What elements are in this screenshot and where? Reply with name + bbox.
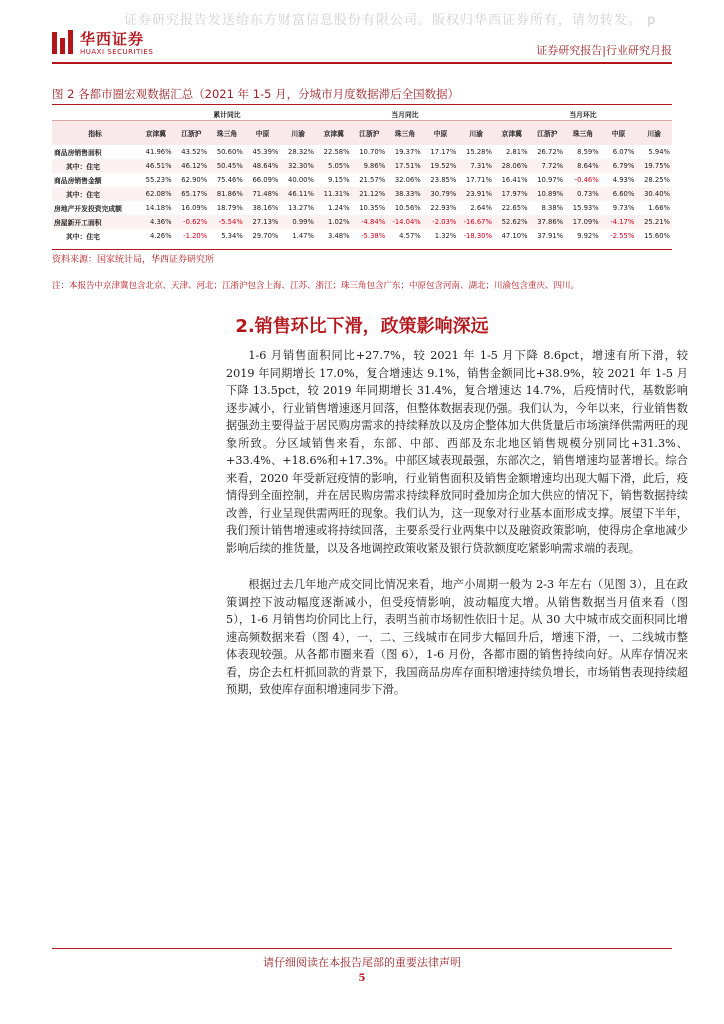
figure-top-rule <box>52 104 672 105</box>
table-row <box>52 215 672 229</box>
indicator-header: 指标 <box>52 121 138 146</box>
col-header: 川渝 <box>280 121 316 146</box>
table-cell: 45.39% <box>252 148 279 156</box>
col-header: 江浙沪 <box>174 121 210 146</box>
table-cell: 17.09% <box>565 215 601 229</box>
table-cell: -14.04% <box>387 215 423 229</box>
col-header: 珠三角 <box>565 121 601 146</box>
table-cell: 5.94% <box>648 148 670 156</box>
row-label: 房地产开发投资完成额 <box>54 205 122 213</box>
table-cell: 4.26% <box>150 232 172 240</box>
table-cell: 52.62% <box>494 215 530 229</box>
table-cell: 23.85% <box>430 176 457 184</box>
figure-source: 资料来源：国家统计局，华西证券研究所 <box>52 255 215 265</box>
table-cell: 0.99% <box>280 215 316 229</box>
table-cell: 22.58% <box>323 148 350 156</box>
table-cell: 23.91% <box>458 187 494 201</box>
table-cell: 17.51% <box>387 159 423 173</box>
page-number: 5 <box>358 973 366 984</box>
table-cell: 19.75% <box>636 159 672 173</box>
table-cell: -18.30% <box>463 232 492 240</box>
table-cell: 7.31% <box>458 159 494 173</box>
table-cell: 37.86% <box>530 215 566 229</box>
table-bottom-rule <box>52 249 672 250</box>
table-cell: 41.96% <box>145 148 172 156</box>
table-cell: 10.70% <box>359 148 386 156</box>
table-cell: 62.90% <box>181 176 208 184</box>
section-title: 2.销售环比下滑，政策影响深远 <box>235 316 489 337</box>
table-cell: 5.34% <box>221 232 243 240</box>
table-cell: 46.12% <box>174 159 210 173</box>
table-cell: 6.07% <box>612 148 635 156</box>
table-cell: 1.47% <box>292 232 314 240</box>
table-cell: 1.24% <box>327 204 350 212</box>
table-cell: 2.81% <box>505 148 528 156</box>
table-cell: 30.79% <box>423 187 459 201</box>
table-cell: 71.48% <box>245 187 281 201</box>
table-cell: 55.23% <box>145 176 172 184</box>
table-cell: 11.31% <box>316 187 352 201</box>
table-cell: 50.45% <box>209 159 245 173</box>
table-cell: 15.93% <box>572 204 599 212</box>
table-cell: 6.79% <box>601 159 637 173</box>
body-paragraph: 根据过去几年地产成交同比情况来看，地产小周期一般为 2-3 年左右（见图 3），且在政策调控下波动幅度逐渐减小，但受疫情影响，波动幅度大增。从销售数据当月值来看（图 5），1-6 月销售均价同比上行，表明当前市场韧性依旧十足。从 30 大中城市成交面积同比增速高频数据来看（图 4），一、二、三线城市在同步大幅回升后，增速下滑，一、二线城市整体表现较强。从各都市圈来看（图 6），1-6 月份，各都市圈的销售持续向好。从库存情况来看，房企去杠杆抓回款的背景下，我国商品房库存面积增速持续负增长，市场销售表现持续超预期，致使库存面积增速同步下滑。 <box>226 578 688 696</box>
table-cell: 17.17% <box>430 148 457 156</box>
table-cell: 22.65% <box>501 204 528 212</box>
table-cell: 4.93% <box>612 176 635 184</box>
table-cell: 21.57% <box>359 176 386 184</box>
group-header-monthly-yoy: 当月同比 <box>316 107 494 121</box>
table-cell: 27.13% <box>245 215 281 229</box>
table-cell: -5.38% <box>361 232 386 240</box>
table-cell: 15.60% <box>644 232 670 240</box>
table-cell: 5.05% <box>316 159 352 173</box>
row-label: 其中：住宅 <box>52 187 138 201</box>
figure-title: 图 2 各都市圈宏观数据汇总（2021 年 1-5 月，分城市月度数据滞后全国数据） <box>52 87 460 101</box>
table-cell: -1.20% <box>183 232 208 240</box>
legal-disclaimer: 请仔细阅读在本报告尾部的重要法律声明 <box>263 956 461 969</box>
table-cell: 48.64% <box>245 159 281 173</box>
table-cell: -2.03% <box>423 215 459 229</box>
col-header: 京津冀 <box>494 121 530 146</box>
col-header: 川渝 <box>458 121 494 146</box>
table-cell: 10.35% <box>359 204 386 212</box>
col-header: 中原 <box>423 121 459 146</box>
metro-data-table <box>52 107 672 243</box>
col-header: 中原 <box>245 121 281 146</box>
table-cell: 25.21% <box>636 215 672 229</box>
table-cell: 29.70% <box>252 232 279 240</box>
table-cell: -2.55% <box>610 232 635 240</box>
table-cell: 10.97% <box>537 176 564 184</box>
col-header: 珠三角 <box>209 121 245 146</box>
table-cell: 17.71% <box>466 176 492 184</box>
table-cell: 9.73% <box>612 204 635 212</box>
region-note: 注：本报告中京津冀包含北京、天津、河北；江浙沪包含上海、江苏、浙江；珠三角包含广东；中原包含河南、湖北；川渝包含重庆、四川。 <box>52 281 580 291</box>
col-header: 中原 <box>601 121 637 146</box>
table-cell: 46.51% <box>138 159 174 173</box>
row-label: 其中：住宅 <box>66 233 100 241</box>
table-cell: 9.92% <box>577 232 599 240</box>
table-cell: 28.32% <box>288 148 314 156</box>
table-cell: 4.57% <box>399 232 421 240</box>
table-cell: 19.37% <box>394 148 421 156</box>
logo-name-en: HUAXI SECURITIES <box>80 47 154 56</box>
table-row <box>52 145 672 159</box>
header-divider <box>52 62 672 64</box>
group-header-monthly-mom: 当月环比 <box>494 107 672 121</box>
table-cell: 22.93% <box>430 204 457 212</box>
table-cell: 0.73% <box>565 187 601 201</box>
table-cell: 7.72% <box>530 159 566 173</box>
row-label: 房屋新开工面积 <box>52 215 138 229</box>
col-header: 川渝 <box>636 121 672 146</box>
col-header: 珠三角 <box>387 121 423 146</box>
table-cell: 38.16% <box>252 204 279 212</box>
table-cell: 6.60% <box>601 187 637 201</box>
table-cell: 1.32% <box>434 232 457 240</box>
indicator-spacer <box>52 107 138 121</box>
table-row <box>52 229 672 243</box>
logo-icon <box>52 30 74 56</box>
table-cell: 17.97% <box>494 187 530 201</box>
table-cell: 8.59% <box>577 148 599 156</box>
table-cell: 8.38% <box>541 204 564 212</box>
table-cell: 26.72% <box>537 148 564 156</box>
row-label: 其中：住宅 <box>52 159 138 173</box>
table-cell: 16.09% <box>181 204 208 212</box>
table-cell: 40.00% <box>288 176 314 184</box>
table-cell: 38.33% <box>387 187 423 201</box>
group-header-row <box>52 107 672 121</box>
table-cell: -0.46% <box>574 176 599 184</box>
table-cell: 28.25% <box>644 176 670 184</box>
table-cell: 1.02% <box>316 215 352 229</box>
table-cell: -16.67% <box>458 215 494 229</box>
table-cell: -4.17% <box>601 215 637 229</box>
watermark: 证券研究报告发送给东方财富信息股份有限公司。版权归华西证券所有，请勿转发。 p <box>124 13 657 28</box>
table-cell: 1.66% <box>648 204 670 212</box>
col-header: 京津冀 <box>316 121 352 146</box>
table-body <box>52 145 672 243</box>
body-paragraph: 1-6 月销售面积同比+27.7%，较 2021 年 1-5 月下降 8.6pct，增速有所下滑，较 2019 年同期增长 17.0%，复合增速达 9.1%，销售金额同比+38.9%，较 2021 年 1-5 月下降 13.5pct，较 2019 年同期增长 31.4%，复合增速达 14.7%，后疫情时代，基数影响逐步减小，行业销售增速逐月回落，但整体数据表现仍强。我们认为，今年以来，行业销售数据强劲主要得益于居民购房需求的持续释放以及房企整体加大供货量后市场演绎供需两旺的现象所致。分区域销售来看，东部、中部、西部及东北地区销售规模分别同比+31.3%、+33.4%、+18.6%和+17.3%。中部区域表现最强，东部次之，销售增速均显著增长。综合来看，2020 年受新冠疫情的影响，行业销售面积及销售金额增速均出现大幅下滑，此后，疫情得到全面控制，并在居民购房需求持续释放同时叠加房企加大供应的情况下，销售数据持续改善，行业呈现供需两旺的现象。我们认为，这一现象对行业基本面形成支撑。展望下半年，我们预计销售增速或将持续回落，主要系受行业两集中以及融资政策影响，使得房企拿地减少影响后续的推货量，以及各地调控政策收紧及银行贷款额度吃紧影响需求端的表现。 <box>226 349 688 555</box>
table-cell: 32.06% <box>394 176 421 184</box>
table-row <box>52 201 672 215</box>
table-cell: 2.64% <box>470 204 492 212</box>
table-cell: 21.12% <box>352 187 388 201</box>
table-row <box>52 159 672 173</box>
table-cell: 75.46% <box>216 176 243 184</box>
table-cell: 46.11% <box>280 187 316 201</box>
row-label: 商品房销售金额 <box>54 177 102 185</box>
footer-divider <box>52 948 672 949</box>
table-cell: 19.52% <box>423 159 459 173</box>
logo-name-cn: 华西证券 <box>80 29 145 48</box>
table-cell: 4.36% <box>138 215 174 229</box>
table-cell: 10.89% <box>530 187 566 201</box>
table-cell: 30.40% <box>636 187 672 201</box>
table-cell: 32.30% <box>280 159 316 173</box>
table-cell: -4.84% <box>352 215 388 229</box>
col-header: 京津冀 <box>138 121 174 146</box>
table-cell: 62.08% <box>138 187 174 201</box>
table-cell: 66.09% <box>252 176 279 184</box>
table-cell: 50.60% <box>216 148 243 156</box>
table-cell: 47.10% <box>501 232 528 240</box>
row-label: 商品房销售面积 <box>54 149 102 157</box>
table-row <box>52 173 672 187</box>
table-cell: 10.56% <box>394 204 421 212</box>
table-cell: 16.41% <box>501 176 528 184</box>
table-cell: 15.28% <box>466 148 492 156</box>
table-row <box>52 187 672 201</box>
table-cell: 18.79% <box>216 204 243 212</box>
column-header-row <box>52 121 672 146</box>
table-cell: 14.18% <box>145 204 172 212</box>
table-cell: 13.27% <box>288 204 314 212</box>
group-header-cumulative: 累计同比 <box>138 107 316 121</box>
table-cell: 8.64% <box>565 159 601 173</box>
table-cell: 9.15% <box>327 176 350 184</box>
table-cell: 37.91% <box>537 232 564 240</box>
table-cell: 9.86% <box>352 159 388 173</box>
company-logo <box>52 30 153 56</box>
table-cell: 43.52% <box>181 148 208 156</box>
table-cell: 81.86% <box>209 187 245 201</box>
table-cell: 28.06% <box>494 159 530 173</box>
col-header: 江浙沪 <box>530 121 566 146</box>
col-header: 江浙沪 <box>352 121 388 146</box>
table-cell: -0.62% <box>174 215 210 229</box>
table-cell: 3.48% <box>327 232 350 240</box>
table-cell: 65.17% <box>174 187 210 201</box>
report-type: 证券研究报告|行业研究月报 <box>536 44 672 57</box>
table-cell: -5.54% <box>209 215 245 229</box>
